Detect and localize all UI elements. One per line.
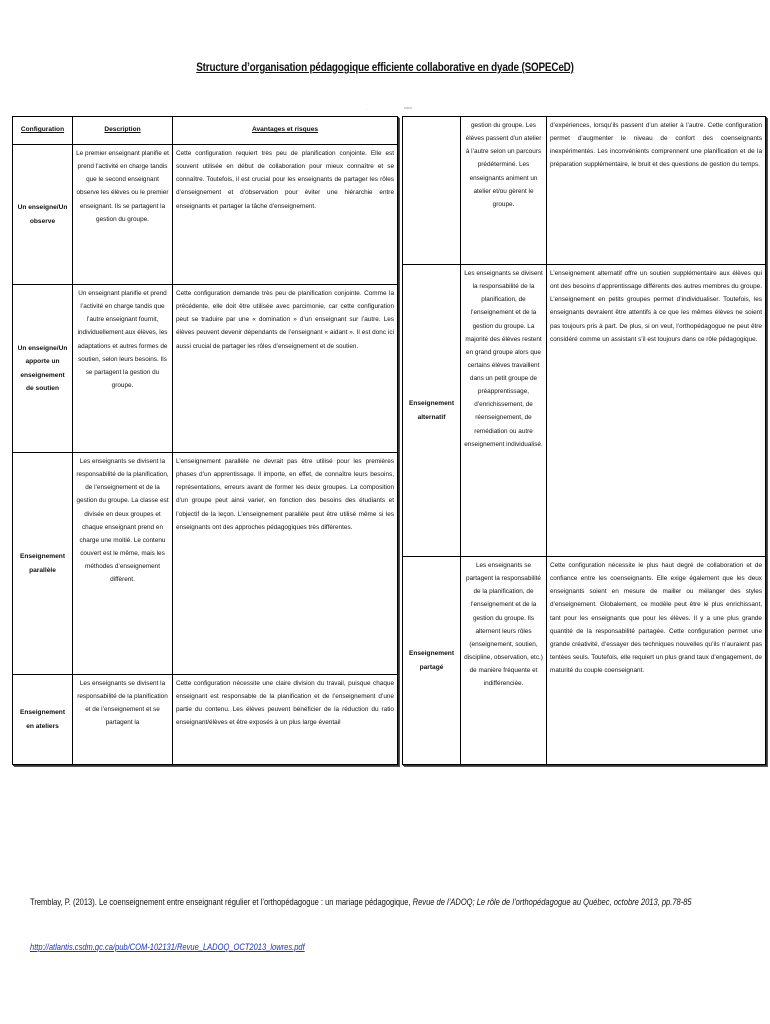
row-configuration: Enseignement partagé [403, 557, 461, 765]
row-description: Le premier enseignant planifie et prend l’activité en charge tandis que le second enseignant observe les élèves ou le premier enseignant. Ils se partagent la gestion du groupe. [73, 145, 173, 285]
source-link[interactable]: http://atlantis.csdm.qc.ca/pub/COM-102131/Revue_LADOQ_OCT2013_lowres.pdf [30, 942, 305, 952]
row-advantages: d’expériences, lorsqu’ils passent d’un atelier à l’autre. Cette configuration permet d’augmenter le niveau de confort des coenseignants inexpérimentés. Les inconvénients comprennent une planification et de la préparation supplémentaire, le bruit et des questions de gestion du temps. [547, 117, 766, 265]
configuration-table-left [12, 116, 398, 765]
header-configuration: Configuration [13, 117, 73, 145]
table-row [13, 285, 398, 453]
table-row [403, 557, 766, 765]
row-description: Les enseignants se divisent la responsabilité de la planification, de l’enseignement et de la gestion du groupe. La majorité des élèves restent en grand groupe alors que certains élèves travaillent dans un petit groupe de préapprentissage, d’enrichissement, de réenseignement, de remédiation ou autre enseignement individualisé. [461, 265, 547, 557]
row-description: Les enseignants se partagent la responsabilité de la planification, de l’enseignement et de la gestion du groupe. Ils alternent leurs rôles (enseignement, soutien, discipline, observation, etc.) de manière fréquente et indifférenciée. [461, 557, 547, 765]
document-title: Structure d’organisation pédagogique efficiente collaborative en dyade (SOPECeD) [196, 62, 574, 74]
citation-text: Tremblay, P. (2013). Le coenseignement entre enseignant régulier et l’orthopédagogue : un mariage pédagogique, [30, 897, 413, 907]
row-advantages: Cette configuration requiert très peu de planification conjointe. Elle est souvent utilisée en début de collaboration pour mieux connaître et se connaître. Toutefois, il est crucial pour les enseignants de partager les rôles d’enseignement et d’observation pour éviter une hiérarchie entre enseignants et partager la tâche d’enseignement. [173, 145, 398, 285]
tiny-mark: . [367, 106, 369, 111]
row-description: Les enseignants se divisent la responsabilité de la planification, de l’enseignement et de la gestion du groupe. La classe est divisée en deux groupes et chaque enseignant prend en charge une moitié. Le contenu couvert est le même, mais les méthodes d’enseignement diffèrent. [73, 453, 173, 675]
row-configuration: Un enseigne/Un observe [13, 145, 73, 285]
table-row [403, 117, 766, 265]
citation [30, 897, 692, 907]
row-advantages: Cette configuration nécessite une claire division du travail, puisque chaque enseignant est responsable de la planification et de l’enseignement d’une partie du contenu. Les élèves peuvent bénéficier de la réduction du ratio enseignant/élèves et être exposés à un plus large éventail [173, 675, 398, 765]
table-header-row [13, 117, 398, 145]
configuration-table-right [402, 116, 766, 765]
row-configuration: Enseignement en ateliers [13, 675, 73, 765]
row-advantages: Cette configuration nécessite le plus haut degré de collaboration et de confiance entre les coenseignants. Elle exige également que les deux enseignants soient en mesure de mailler ou mélanger des styles d’enseignement. Globalement, ce modèle peut être le plus enrichissant, tant pour les enseignants que pour les élèves. Il y a une plus grande quantité de la responsabilité partagée. Cette configuration permet une grande créativité, d’essayer des techniques nouvelles qu’ils n’auraient pas tentées seuls. Toutefois, elle requiert un plus grand taux d’engagement, de maturité du couple coenseignant. [547, 557, 766, 765]
table-row [13, 453, 398, 675]
row-configuration: Enseignement parallèle [13, 453, 73, 675]
row-configuration [403, 117, 461, 265]
citation-source: Revue de l’ADOQ; Le rôle de l’orthopédagogue au Québec, octobre 2013, pp.78-85 [412, 897, 692, 907]
row-advantages: L’enseignement alternatif offre un soutien supplémentaire aux élèves qui ont des besoins d’apprentissage différents des autres membres du groupe. L’enseignement en petits groupes permet d’individualiser. Toutefois, les enseignants devraient être attentifs à ce que les mêmes élèves ne soient pas toujours pris à part. De plus, si on veut, l’orthopédagogue ne peut être considéré comme un assistant s’il est toujours dans ce rôle pédagogique. [547, 265, 766, 557]
row-advantages: Cette configuration demande très peu de planification conjointe. Comme la précédente, elle doit être utilisée avec parcimonie, car cette configuration peut se traduire par une « domination » d’un enseignant sur l’autre. Les élèves peuvent devenir dépendants de l’enseignant « aidant ». Il est donc ici aussi crucial de partager les rôles d’enseignement et de soutien. [173, 285, 398, 453]
header-description: Description [73, 117, 173, 145]
tiny-mark-cont: cont. [404, 105, 413, 110]
row-description: Un enseignant planifie et prend l’activité en charge tandis que l’autre enseignant fournit, individuellement aux élèves, les adaptations et autres formes de soutien, selon leurs besoins. Ils se partagent la gestion du groupe. [73, 285, 173, 453]
row-advantages: L’enseignement parallèle ne devrait pas être utilisé pour les premières phases d’un apprentissage. Il importe, en effet, de connaître leurs besoins, représentations, erreurs avant de former les deux groupes. La composition d’un groupe peut ainsi varier, en fonction des besoins des étudiants et l’objectif de la leçon. L’enseignement parallèle peut être utilisé même si les enseignants ont des approches pédagogiques très différentes. [173, 453, 398, 675]
header-advantages: Avantages et risques [173, 117, 398, 145]
table-row [13, 145, 398, 285]
table-row [403, 265, 766, 557]
row-description: gestion du groupe. Les élèves passent d’un atelier à l’autre selon un parcours prédéterminé. Les enseignants animent un atelier et/ou gèrent le groupe. [461, 117, 547, 265]
row-description: Les enseignants se divisent la responsabilité de la planification et de l’enseignement et se partagent la [73, 675, 173, 765]
row-configuration: Enseignement alternatif [403, 265, 461, 557]
table-row [13, 675, 398, 765]
row-configuration: Un enseigne/Un apporte un enseignement de soutien [13, 285, 73, 453]
